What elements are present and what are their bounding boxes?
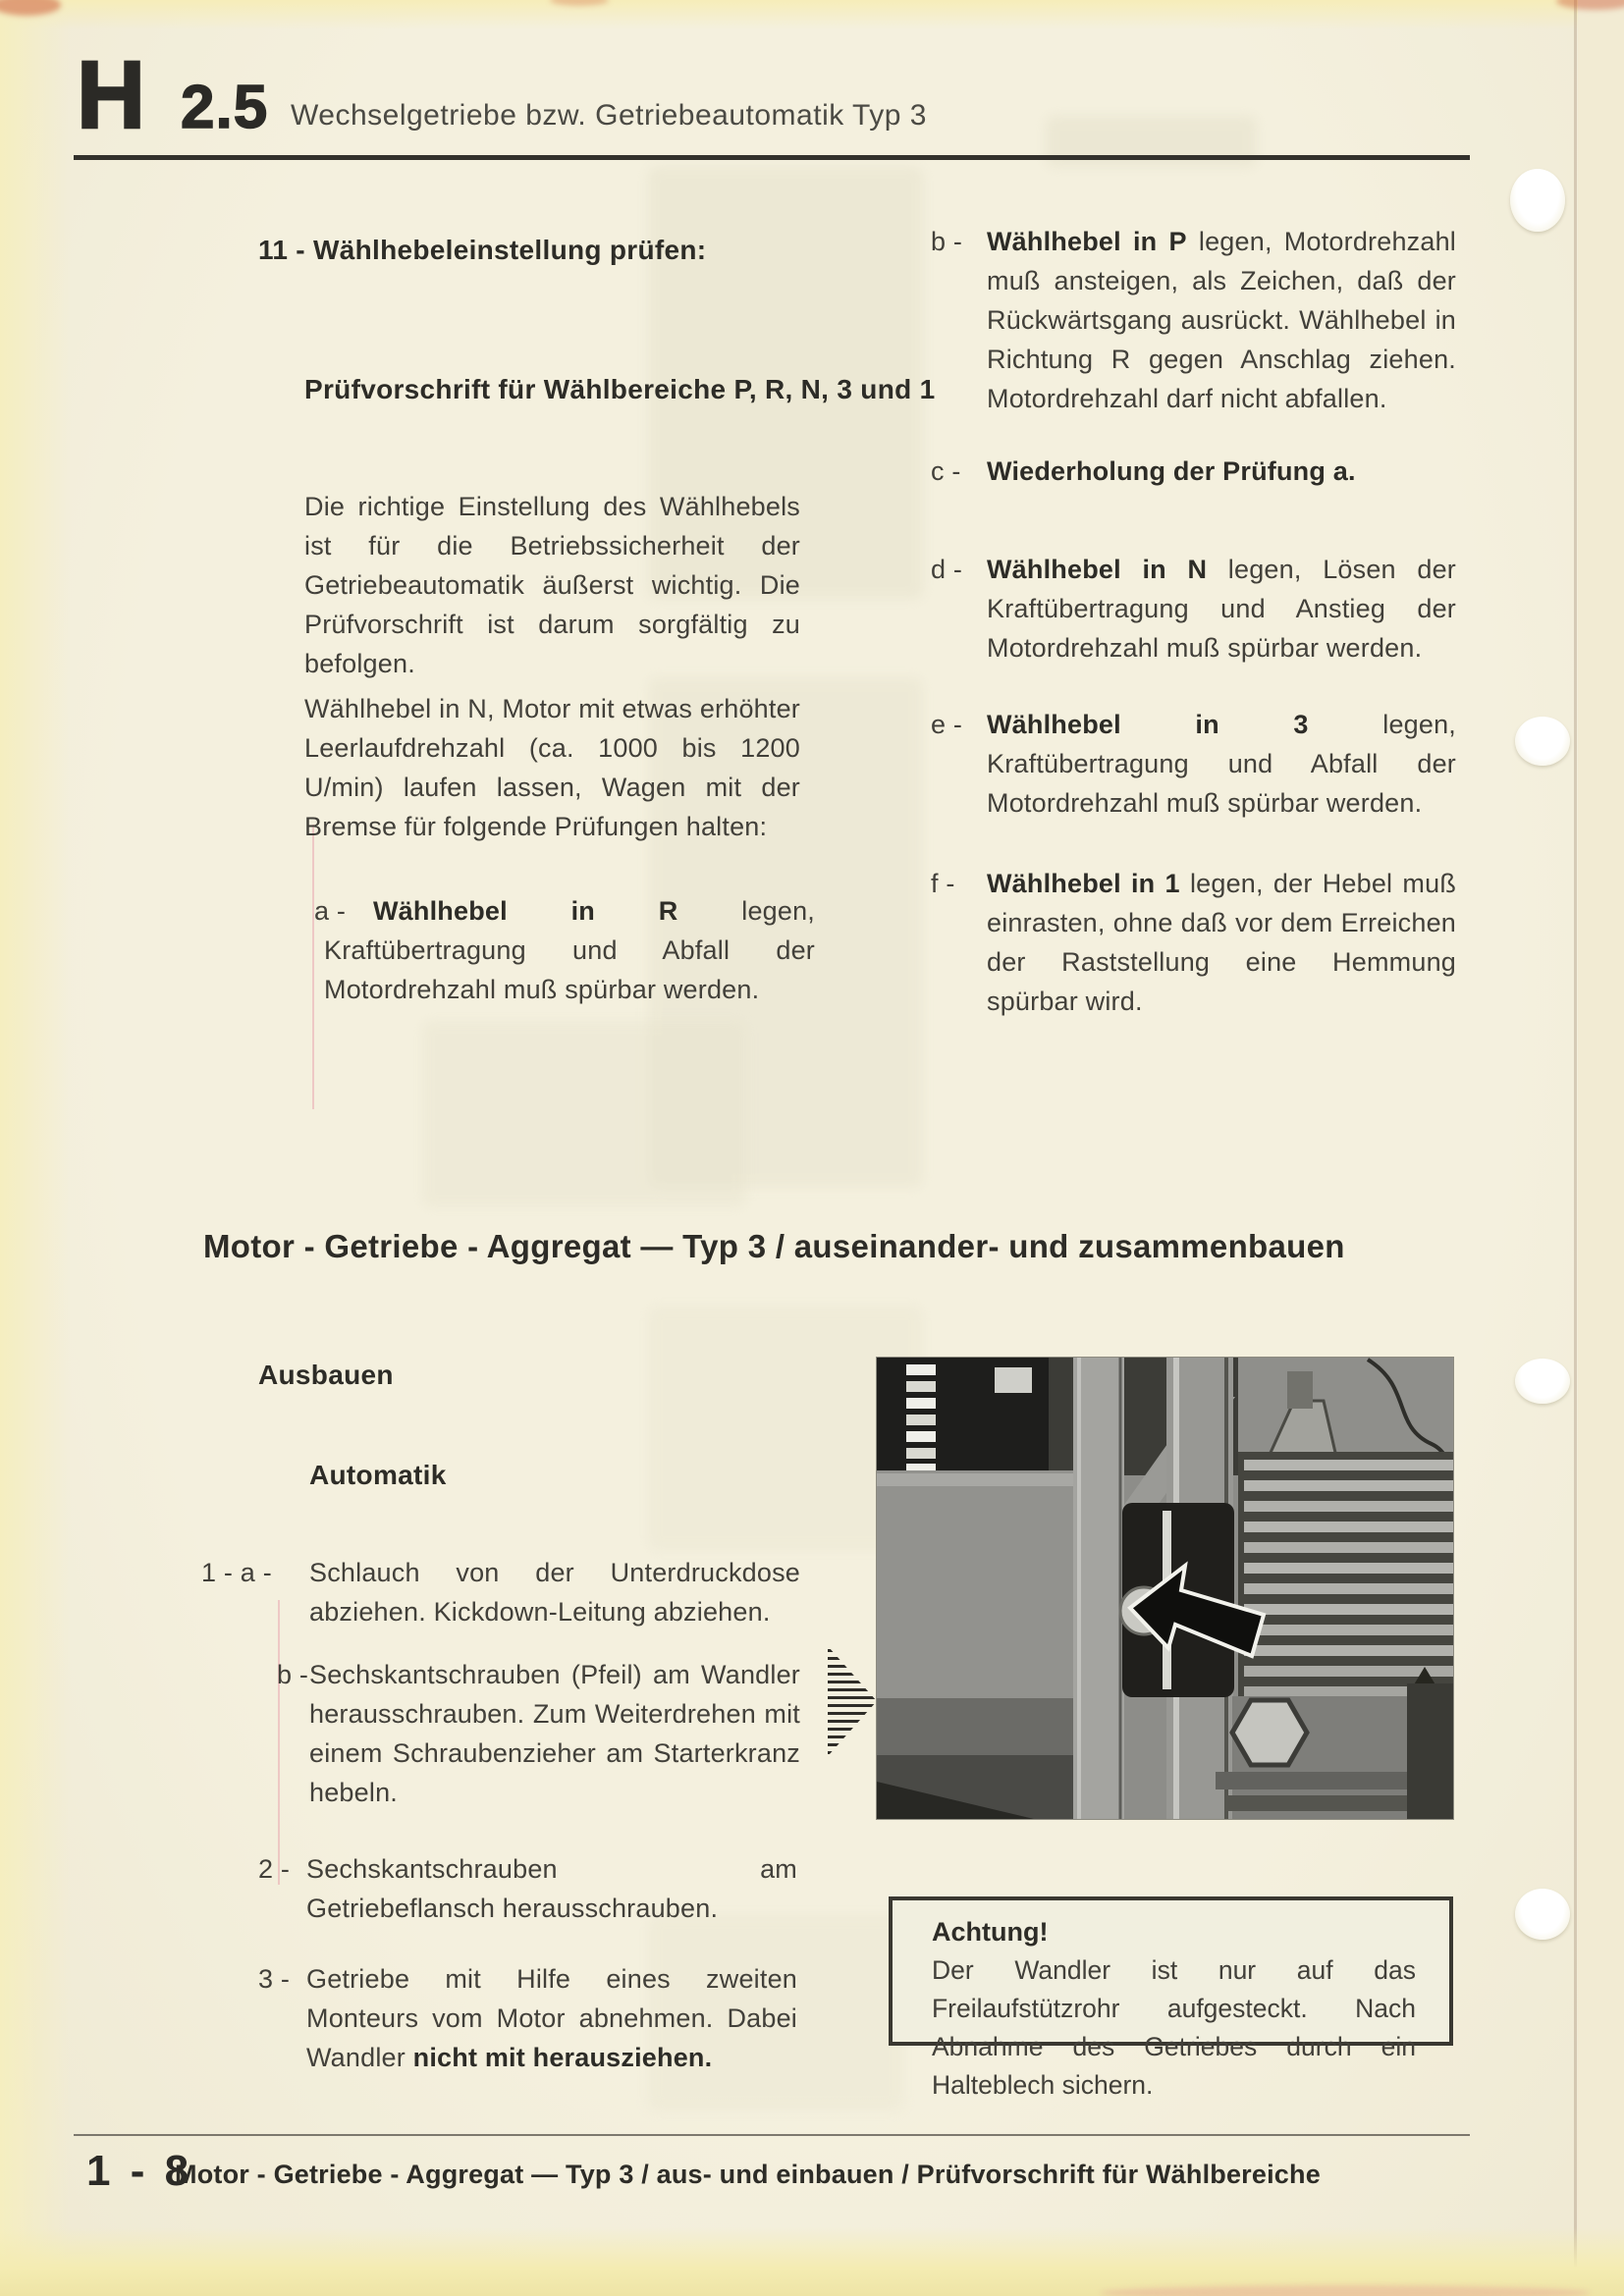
list-item-f-text: legen, der Hebel muß einrasten, ohne daß vor dem Erreichen der Raststellung eine Hemmung spürbar wird. xyxy=(987,869,1457,1016)
paragraph-waehlhebel-n: Wählhebel in N, Motor mit etwas erhöhter Leerlaufdrehzahl (ca. 1000 bis 1200 U/min) laufen lassen, Wagen mit der Bremse für folgende Prüfungen halten: xyxy=(304,694,800,841)
list-item-b-label: b - xyxy=(931,227,963,256)
step-2 xyxy=(258,1849,797,1928)
punch-hole xyxy=(1515,1889,1570,1940)
step-1a-text: Schlauch von der Unterdruckdose abziehen. Kickdown-Leitung abziehen. xyxy=(309,1558,800,1627)
step-3-label: 3 - xyxy=(258,1964,291,1994)
punch-hole xyxy=(1515,1359,1570,1404)
list-item-f xyxy=(931,864,1457,1021)
step-1b-label: b - xyxy=(277,1660,309,1689)
paragraph-einstellung: Die richtige Einstellung des Wählhebels ist für die Betriebssicherheit der Getriebeautomatik äußerst wichtig. Die Prüfvorschrift ist darum sorgfältig zu befolgen. xyxy=(304,492,800,678)
scan-right-band xyxy=(1578,0,1624,2296)
list-item-b xyxy=(931,222,1456,418)
step-3 xyxy=(258,1959,797,2077)
punch-hole xyxy=(1515,717,1570,766)
list-item-d-label: d - xyxy=(931,555,963,584)
footer-breadcrumb: Motor - Getriebe - Aggregat — Typ 3 / aus- und einbauen / Prüfvorschrift für Wählbereiche xyxy=(175,2160,1321,2189)
chapter-number: 2.5 xyxy=(181,74,269,141)
step-2-text: Sechskantschrauben am Getriebeflansch herausschrauben. xyxy=(306,1854,797,1923)
engine-photo xyxy=(877,1358,1453,1819)
list-item-c xyxy=(931,452,1456,491)
list-item-f-label: f - xyxy=(931,869,955,898)
list-item-c-label: c - xyxy=(931,456,961,486)
warning-box xyxy=(889,1896,1453,2100)
scan-pink-line xyxy=(278,1600,280,1885)
scan-pink-line xyxy=(312,825,314,1109)
step-1a-label: 1 - a - xyxy=(201,1558,272,1587)
step-3-text: Getriebe mit Hilfe eines zweiten Monteurs vom Motor abnehmen. Dabei Wandler xyxy=(306,1964,797,2072)
list-item-a-bold: Wählhebel in R xyxy=(373,896,678,926)
list-item-e xyxy=(931,705,1457,823)
footer-rule xyxy=(74,2134,1470,2136)
list-item-e-bold: Wählhebel in 3 xyxy=(987,710,1309,739)
list-item-a-text: legen, Kraftübertragung und Abfall der Motordrehzahl muß spürbar werden. xyxy=(324,896,816,1004)
list-item-a-label: a - xyxy=(314,896,347,926)
list-item-d-bold: Wählhebel in N xyxy=(987,555,1208,584)
chapter-letter: H xyxy=(77,41,147,148)
list-item-b-text: legen, Motordrehzahl muß ansteigen, als Zeichen, daß der Rückwärtsgang ausrückt. Wählhebel in Richtung R gegen Anschlag ziehen. Motordrehzahl darf nicht abfallen. xyxy=(987,227,1456,413)
page-title: Wechselgetriebe bzw. Getriebeautomatik Typ 3 xyxy=(291,99,927,132)
subsection-automatik: Automatik xyxy=(309,1460,447,1490)
list-item-d xyxy=(931,550,1457,667)
pruefvorschrift-heading: Prüfvorschrift für Wählbereiche P, R, N, 3 und 1 xyxy=(304,374,936,404)
scan-left-band xyxy=(0,0,71,2296)
warning-text: Der Wandler ist nur auf das Freilaufstützrohr aufgesteckt. Nach Abnahme des Getriebes durch ein Halteblech sichern. xyxy=(932,1955,1416,2100)
step-2-label: 2 - xyxy=(258,1854,291,1884)
scan-smudge xyxy=(1100,2285,1591,2296)
header-rule xyxy=(74,155,1470,160)
punch-hole xyxy=(1510,169,1565,232)
warning-title: Achtung! xyxy=(932,1917,1049,1947)
heading-11: 11 - Wählhebeleinstellung prüfen: xyxy=(258,235,707,265)
footer-page-number: 1 - 8 xyxy=(86,2147,193,2195)
scan-top-band xyxy=(0,0,1624,29)
list-item-d-text: legen, Lösen der Kraftübertragung und Anstieg der Motordrehzahl muß spürbar werden. xyxy=(987,555,1457,663)
step-1a xyxy=(201,1553,800,1631)
list-item-e-text: legen, Kraftübertragung und Abfall der Motordrehzahl muß spürbar werden. xyxy=(987,710,1457,818)
list-item-c-bold: Wiederholung der Prüfung a. xyxy=(987,456,1356,486)
list-item-a xyxy=(314,891,816,1009)
list-item-b-bold: Wählhebel in P xyxy=(987,227,1187,256)
engine-photo-graphic xyxy=(877,1358,1453,1819)
stripe-pointer-icon xyxy=(828,1641,877,1761)
list-item-e-label: e - xyxy=(931,710,963,739)
subsection-ausbauen: Ausbauen xyxy=(258,1360,394,1390)
list-item-f-bold: Wählhebel in 1 xyxy=(987,869,1180,898)
scan-right-seam xyxy=(1574,0,1577,2296)
bleedthrough xyxy=(422,1021,746,1207)
step-1b-text: Sechskantschrauben (Pfeil) am Wandler herausschrauben. Zum Weiterdrehen mit einem Schraubenzieher am Starterkranz hebeln. xyxy=(309,1660,800,1807)
step-1b xyxy=(277,1655,800,1812)
section-title: Motor - Getriebe - Aggregat — Typ 3 / auseinander- und zusammenbauen xyxy=(203,1228,1345,1264)
step-3-bold: nicht mit herausziehen. xyxy=(412,2043,713,2072)
